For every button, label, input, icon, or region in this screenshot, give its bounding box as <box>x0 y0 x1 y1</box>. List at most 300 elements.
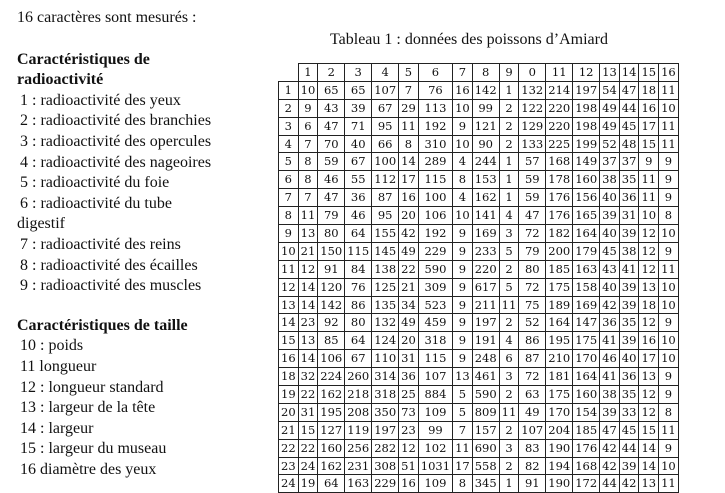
table-cell: 47 <box>519 207 546 225</box>
table-cell: 182 <box>546 225 573 243</box>
table-row <box>279 332 679 350</box>
row-header: 7 <box>279 189 299 207</box>
table-cell: 142 <box>318 296 345 314</box>
row-header: 21 <box>279 421 299 439</box>
table-cell: 153 <box>472 171 499 189</box>
legend-item: 6 : radioactivité du tube <box>20 194 172 212</box>
table-cell: 91 <box>318 260 345 278</box>
legend-item: 4 : radioactivité des nageoires <box>20 153 212 171</box>
table-row <box>279 242 679 260</box>
row-header: 4 <box>279 135 299 153</box>
table-cell: 14 <box>298 350 318 368</box>
table-cell: 22 <box>399 260 419 278</box>
row-header: 20 <box>279 403 299 421</box>
table-cell: 54 <box>600 81 620 99</box>
table-cell: 8 <box>453 171 473 189</box>
table-cell: 41 <box>619 260 639 278</box>
table-cell: 558 <box>472 457 499 475</box>
column-header: 5 <box>399 64 419 82</box>
table-cell: 91 <box>519 475 546 493</box>
table-row <box>279 439 679 457</box>
table-cell: 231 <box>345 457 372 475</box>
intro-text: 16 caractères sont mesurés : <box>17 9 197 26</box>
table-cell: 14 <box>399 153 419 171</box>
table-cell: 43 <box>318 99 345 117</box>
table-cell: 64 <box>318 475 345 493</box>
table-cell: 22 <box>298 439 318 457</box>
table-cell: 9 <box>659 153 679 171</box>
table-cell: 99 <box>418 421 452 439</box>
table-cell: 132 <box>519 81 546 99</box>
table-row <box>279 386 679 404</box>
column-header: 1 <box>298 64 318 82</box>
table-cell: 70 <box>318 135 345 153</box>
radio-list <box>17 91 267 297</box>
table-cell: 71 <box>345 117 372 135</box>
table-cell: 121 <box>472 117 499 135</box>
column-header: 13 <box>600 64 620 82</box>
column-header: 11 <box>546 64 573 82</box>
table-cell: 523 <box>418 296 452 314</box>
table-cell: 80 <box>519 260 546 278</box>
table-cell: 87 <box>372 189 399 207</box>
table-row <box>279 421 679 439</box>
table-cell: 229 <box>418 242 452 260</box>
table-cell: 23 <box>399 421 419 439</box>
table-cell: 72 <box>519 368 546 386</box>
table-cell: 48 <box>619 135 639 153</box>
table-cell: 2 <box>499 386 519 404</box>
table-cell: 9 <box>298 99 318 117</box>
table-cell: 9 <box>659 386 679 404</box>
table-cell: 38 <box>619 242 639 260</box>
size-list <box>17 336 267 480</box>
table-row <box>279 225 679 243</box>
table-cell: 149 <box>573 153 600 171</box>
table-cell: 112 <box>372 171 399 189</box>
table-cell: 11 <box>659 260 679 278</box>
table-cell: 11 <box>659 475 679 493</box>
table-cell: 49 <box>519 403 546 421</box>
table-cell: 200 <box>546 242 573 260</box>
table-cell: 220 <box>546 99 573 117</box>
table-cell: 107 <box>372 81 399 99</box>
row-header: 15 <box>279 332 299 350</box>
table-cell: 11 <box>659 117 679 135</box>
row-header: 12 <box>279 278 299 296</box>
table-cell: 36 <box>399 368 419 386</box>
table-cell: 119 <box>345 421 372 439</box>
table-cell: 49 <box>399 242 419 260</box>
table-cell: 164 <box>573 225 600 243</box>
table-cell: 229 <box>372 475 399 493</box>
table-cell: 106 <box>418 207 452 225</box>
table-cell: 9 <box>453 314 473 332</box>
table-cell: 40 <box>345 135 372 153</box>
column-header: 14 <box>619 64 639 82</box>
table-cell: 9 <box>453 260 473 278</box>
table-cell: 80 <box>318 225 345 243</box>
table-cell: 15 <box>639 135 659 153</box>
table-cell: 46 <box>600 350 620 368</box>
table-cell: 10 <box>453 135 473 153</box>
table-cell: 210 <box>546 350 573 368</box>
table-cell: 41 <box>600 368 620 386</box>
table-cell: 214 <box>546 81 573 99</box>
column-header: 12 <box>573 64 600 82</box>
table-cell: 95 <box>372 117 399 135</box>
table-cell: 220 <box>546 117 573 135</box>
table-cell: 9 <box>639 153 659 171</box>
table-cell: 49 <box>399 314 419 332</box>
table-cell: 122 <box>519 99 546 117</box>
table-cell: 13 <box>639 368 659 386</box>
table-cell: 21 <box>298 242 318 260</box>
table-cell: 1 <box>499 171 519 189</box>
row-header: 6 <box>279 171 299 189</box>
table-cell: 10 <box>453 99 473 117</box>
table-cell: 125 <box>372 278 399 296</box>
table-row <box>279 278 679 296</box>
table-cell: 42 <box>399 225 419 243</box>
table-cell: 13 <box>453 368 473 386</box>
table-cell: 164 <box>573 368 600 386</box>
table-cell: 76 <box>345 278 372 296</box>
table-cell: 36 <box>619 189 639 207</box>
table-row <box>279 135 679 153</box>
table-cell: 115 <box>418 171 452 189</box>
table-cell: 18 <box>639 81 659 99</box>
table-cell: 12 <box>639 314 659 332</box>
table-cell: 5 <box>499 278 519 296</box>
table-cell: 155 <box>372 225 399 243</box>
row-header: 13 <box>279 296 299 314</box>
table-cell: 142 <box>472 81 499 99</box>
table-cell: 38 <box>600 386 620 404</box>
table-row <box>279 153 679 171</box>
table-cell: 12 <box>639 242 659 260</box>
table-cell: 2 <box>499 314 519 332</box>
legend-item: 3 : radioactivité des opercules <box>20 132 212 150</box>
column-header: 15 <box>639 64 659 82</box>
table-cell: 7 <box>453 421 473 439</box>
table-cell: 141 <box>472 207 499 225</box>
table-cell: 10 <box>298 81 318 99</box>
legend-item: 1 : radioactivité des yeux <box>20 91 181 109</box>
table-cell: 47 <box>619 81 639 99</box>
table-cell: 42 <box>619 475 639 493</box>
table-cell: 192 <box>418 117 452 135</box>
table-cell: 11 <box>399 117 419 135</box>
table-cell: 5 <box>453 403 473 421</box>
legend-item: 13 : largeur de la tête <box>20 399 156 417</box>
table-cell: 33 <box>619 403 639 421</box>
table-cell: 20 <box>399 332 419 350</box>
table-cell: 8 <box>659 403 679 421</box>
table-cell: 10 <box>453 207 473 225</box>
table-cell: 1 <box>499 81 519 99</box>
table-cell: 204 <box>546 421 573 439</box>
row-header: 10 <box>279 242 299 260</box>
table-cell: 35 <box>619 386 639 404</box>
table-cell: 24 <box>298 457 318 475</box>
table-row <box>279 99 679 117</box>
table-cell: 195 <box>546 332 573 350</box>
table-cell: 138 <box>372 260 399 278</box>
table-cell: 8 <box>298 171 318 189</box>
table-cell: 16 <box>399 475 419 493</box>
table-cell: 9 <box>659 439 679 457</box>
table-cell: 38 <box>600 171 620 189</box>
table-cell: 1031 <box>418 457 452 475</box>
table-row <box>279 350 679 368</box>
table-cell: 20 <box>399 207 419 225</box>
table-cell: 176 <box>546 207 573 225</box>
table-cell: 57 <box>519 153 546 171</box>
table-cell: 145 <box>372 242 399 260</box>
table-cell: 170 <box>546 403 573 421</box>
table-cell: 12 <box>399 439 419 457</box>
table-cell: 79 <box>318 207 345 225</box>
table-cell: 115 <box>345 242 372 260</box>
table-cell: 15 <box>639 421 659 439</box>
table-cell: 100 <box>372 153 399 171</box>
table-cell: 16 <box>453 81 473 99</box>
table-cell: 18 <box>639 296 659 314</box>
table-cell: 9 <box>659 171 679 189</box>
table-cell: 8 <box>399 135 419 153</box>
table-cell: 49 <box>600 117 620 135</box>
table-cell: 176 <box>573 439 600 457</box>
table-cell: 72 <box>519 225 546 243</box>
table-cell: 64 <box>345 332 372 350</box>
table-cell: 2 <box>499 260 519 278</box>
table-cell: 181 <box>546 368 573 386</box>
table-cell: 4 <box>453 189 473 207</box>
table-cell: 256 <box>345 439 372 457</box>
table-cell: 95 <box>372 207 399 225</box>
radio-heading-line1: Caractéristiques de <box>17 50 150 68</box>
table-cell: 198 <box>573 117 600 135</box>
table-cell: 2 <box>499 117 519 135</box>
table-cell: 120 <box>318 278 345 296</box>
table-cell: 35 <box>619 171 639 189</box>
table-cell: 90 <box>472 135 499 153</box>
table-cell: 4 <box>499 207 519 225</box>
radio-heading-line2: radioactivité <box>17 71 104 89</box>
table-cell: 39 <box>619 332 639 350</box>
legend-item: 2 : radioactivité des branchies <box>20 112 212 130</box>
table-cell: 12 <box>639 403 659 421</box>
table-cell: 185 <box>546 260 573 278</box>
table-cell: 19 <box>298 475 318 493</box>
table-cell: 17 <box>453 457 473 475</box>
table-cell: 37 <box>600 153 620 171</box>
row-header: 2 <box>279 99 299 117</box>
table-cell: 25 <box>399 386 419 404</box>
table-cell: 40 <box>600 189 620 207</box>
table-cell: 218 <box>345 386 372 404</box>
table-cell: 160 <box>318 439 345 457</box>
table-row <box>279 171 679 189</box>
table-cell: 49 <box>600 99 620 117</box>
table-cell: 350 <box>372 403 399 421</box>
table-cell: 39 <box>619 278 639 296</box>
table-cell: 191 <box>472 332 499 350</box>
legend-panel <box>17 8 267 480</box>
table-cell: 35 <box>619 314 639 332</box>
table-cell: 9 <box>659 368 679 386</box>
table-cell: 17 <box>399 171 419 189</box>
table-cell: 169 <box>472 225 499 243</box>
column-header: 3 <box>345 64 372 82</box>
table-cell: 10 <box>659 457 679 475</box>
table-cell: 80 <box>345 314 372 332</box>
legend-item: 9 : radioactivité des muscles <box>20 277 202 295</box>
table-cell: 13 <box>639 278 659 296</box>
table-cell: 39 <box>619 296 639 314</box>
table-cell: 12 <box>639 386 659 404</box>
table-cell: 84 <box>345 260 372 278</box>
table-cell: 36 <box>600 314 620 332</box>
table-cell: 39 <box>600 207 620 225</box>
table-cell: 10 <box>659 278 679 296</box>
table-cell: 115 <box>418 350 452 368</box>
table-cell: 9 <box>453 296 473 314</box>
table-cell: 109 <box>418 403 452 421</box>
table-cell: 36 <box>345 189 372 207</box>
table-cell: 308 <box>372 457 399 475</box>
legend-item: 14 : largeur <box>20 419 94 437</box>
table-cell: 9 <box>659 189 679 207</box>
row-header: 3 <box>279 117 299 135</box>
table-cell: 16 <box>639 332 659 350</box>
table-cell: 590 <box>472 386 499 404</box>
column-header: 0 <box>519 64 546 82</box>
table-cell: 9 <box>453 225 473 243</box>
table-cell: 199 <box>573 135 600 153</box>
row-header: 23 <box>279 457 299 475</box>
table-cell: 47 <box>600 421 620 439</box>
legend-item: 15 : largeur du museau <box>20 440 167 458</box>
table-cell: 156 <box>573 189 600 207</box>
table-caption: Tableau 1 : données des poissons d’Amiard <box>330 31 608 48</box>
table-cell: 59 <box>318 153 345 171</box>
row-header: 24 <box>279 475 299 493</box>
table-cell: 168 <box>546 153 573 171</box>
table-cell: 2 <box>499 457 519 475</box>
table-cell: 14 <box>639 457 659 475</box>
table-cell: 11 <box>499 403 519 421</box>
table-cell: 160 <box>573 386 600 404</box>
table-cell: 46 <box>318 171 345 189</box>
legend-item: 10 : poids <box>20 337 84 355</box>
table-cell: 16 <box>639 99 659 117</box>
table-cell: 459 <box>418 314 452 332</box>
table-cell: 11 <box>453 439 473 457</box>
table-cell: 65 <box>345 81 372 99</box>
row-header: 9 <box>279 225 299 243</box>
table-cell: 318 <box>372 386 399 404</box>
table-row <box>279 207 679 225</box>
table-cell: 42 <box>600 439 620 457</box>
table-cell: 44 <box>600 475 620 493</box>
table-cell: 31 <box>619 207 639 225</box>
table-cell: 3 <box>499 439 519 457</box>
table-cell: 220 <box>472 260 499 278</box>
table-cell: 102 <box>418 439 452 457</box>
table-cell: 67 <box>345 350 372 368</box>
table-row <box>279 457 679 475</box>
table-cell: 310 <box>418 135 452 153</box>
legend-item: 8 : radioactivité des écailles <box>20 256 198 274</box>
table-cell: 198 <box>573 99 600 117</box>
table-cell: 147 <box>573 314 600 332</box>
table-cell: 690 <box>472 439 499 457</box>
table-cell: 15 <box>298 421 318 439</box>
table-cell: 157 <box>472 421 499 439</box>
table-cell: 10 <box>659 296 679 314</box>
table-cell: 318 <box>418 332 452 350</box>
table-cell: 85 <box>318 332 345 350</box>
table-cell: 64 <box>345 225 372 243</box>
table-cell: 92 <box>318 314 345 332</box>
table-cell: 176 <box>546 189 573 207</box>
table-cell: 10 <box>659 350 679 368</box>
table-row <box>279 368 679 386</box>
table-cell: 59 <box>519 189 546 207</box>
table-cell: 66 <box>372 135 399 153</box>
table-cell: 14 <box>639 439 659 457</box>
row-header: 1 <box>279 81 299 99</box>
table-cell: 2 <box>499 99 519 117</box>
table-cell: 158 <box>573 278 600 296</box>
table-cell: 11 <box>639 171 659 189</box>
table-cell: 1 <box>499 153 519 171</box>
table-cell: 135 <box>372 296 399 314</box>
table-cell: 82 <box>519 457 546 475</box>
legend-item: 11 longueur <box>20 357 97 375</box>
table-cell: 884 <box>418 386 452 404</box>
table-cell: 31 <box>399 350 419 368</box>
table-cell: 208 <box>345 403 372 421</box>
column-header: 9 <box>499 64 519 82</box>
table-cell: 345 <box>472 475 499 493</box>
table-cell: 34 <box>399 296 419 314</box>
table-row <box>279 117 679 135</box>
table-cell: 224 <box>318 368 345 386</box>
row-header: 11 <box>279 260 299 278</box>
column-header: 7 <box>453 64 473 82</box>
table-cell: 6 <box>499 350 519 368</box>
table-cell: 1 <box>499 475 519 493</box>
column-header: 2 <box>318 64 345 82</box>
table-cell: 289 <box>418 153 452 171</box>
table-cell: 13 <box>298 225 318 243</box>
table-cell: 13 <box>639 475 659 493</box>
table-cell: 163 <box>573 260 600 278</box>
table-cell: 11 <box>659 135 679 153</box>
table-cell: 190 <box>546 439 573 457</box>
table-cell: 106 <box>318 350 345 368</box>
table-cell: 225 <box>546 135 573 153</box>
table-cell: 9 <box>453 278 473 296</box>
table-cell: 21 <box>399 278 419 296</box>
table-cell: 45 <box>619 117 639 135</box>
table-cell: 14 <box>298 278 318 296</box>
size-heading: Caractéristiques de taille <box>17 316 188 334</box>
table-cell: 113 <box>418 99 452 117</box>
